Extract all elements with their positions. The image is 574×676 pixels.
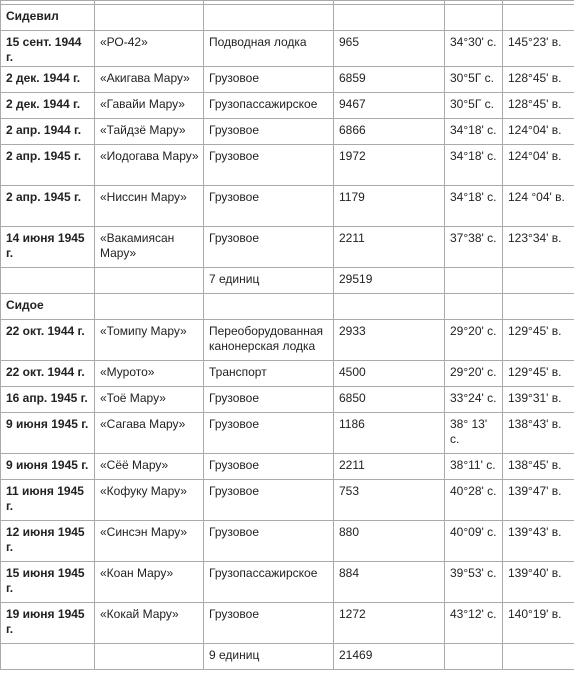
date-cell: 22 окт. 1944 г.	[1, 320, 95, 361]
ship-name-cell: «Вакамиясан Мару»	[95, 227, 204, 268]
latitude-cell: 34°18' с.	[445, 186, 503, 227]
longitude-cell: 140°19' в.	[503, 603, 574, 644]
empty-cell	[503, 294, 574, 320]
latitude-cell: 34°30' с.	[445, 31, 503, 67]
empty-cell	[445, 644, 503, 670]
tonnage-cell: 1272	[334, 603, 445, 644]
total-tonnage-cell: 29519	[334, 268, 445, 294]
section-row	[1, 294, 574, 320]
empty-cell	[445, 268, 503, 294]
table-row	[1, 93, 574, 119]
latitude-cell: 38°11' с.	[445, 454, 503, 480]
total-row	[1, 268, 574, 294]
longitude-cell: 139°43' в.	[503, 521, 574, 562]
longitude-cell: 145°23' в.	[503, 31, 574, 67]
date-cell: 11 июня 1945 г.	[1, 480, 95, 521]
empty-cell	[204, 5, 334, 31]
empty-cell	[445, 294, 503, 320]
tonnage-cell: 965	[334, 31, 445, 67]
ship-name-cell: «Гавайи Мару»	[95, 93, 204, 119]
date-cell: 9 июня 1945 г.	[1, 454, 95, 480]
ship-name-cell: «Сёё Мару»	[95, 454, 204, 480]
ship-type-cell: Грузовое	[204, 454, 334, 480]
latitude-cell: 39°53' с.	[445, 562, 503, 603]
date-cell: 2 апр. 1944 г.	[1, 119, 95, 145]
tonnage-cell: 4500	[334, 361, 445, 387]
table-row	[1, 361, 574, 387]
empty-cell	[334, 5, 445, 31]
longitude-cell: 129°45' в.	[503, 361, 574, 387]
empty-cell	[1, 268, 95, 294]
latitude-cell: 29°20' с.	[445, 361, 503, 387]
table-row	[1, 413, 574, 454]
longitude-cell: 128°45' в.	[503, 93, 574, 119]
latitude-cell: 29°20' с.	[445, 320, 503, 361]
table-row	[1, 320, 574, 361]
table-row	[1, 521, 574, 562]
section-title: Сидевил	[1, 5, 95, 31]
empty-cell	[95, 5, 204, 31]
date-cell: 2 дек. 1944 г.	[1, 93, 95, 119]
table-row	[1, 387, 574, 413]
ship-name-cell: «Сагава Мару»	[95, 413, 204, 454]
ship-name-cell: «Мурото»	[95, 361, 204, 387]
longitude-cell: 138°43' в.	[503, 413, 574, 454]
tonnage-cell: 1972	[334, 145, 445, 186]
tonnage-cell: 1179	[334, 186, 445, 227]
ship-name-cell: «Иодогава Мару»	[95, 145, 204, 186]
table-row	[1, 31, 574, 67]
ship-name-cell: «Тайдзё Мару»	[95, 119, 204, 145]
empty-cell	[95, 294, 204, 320]
empty-cell	[1, 644, 95, 670]
empty-cell	[503, 268, 574, 294]
ship-type-cell: Грузовое	[204, 67, 334, 93]
ship-type-cell: Грузопассажирское	[204, 93, 334, 119]
empty-cell	[95, 644, 204, 670]
tonnage-cell: 6859	[334, 67, 445, 93]
ship-type-cell: Транспорт	[204, 361, 334, 387]
ship-type-cell: Грузопассажирское	[204, 562, 334, 603]
table-row	[1, 562, 574, 603]
latitude-cell: 38° 13' с.	[445, 413, 503, 454]
section-title: Сидое	[1, 294, 95, 320]
ship-name-cell: «Кокай Мару»	[95, 603, 204, 644]
latitude-cell: 37°38' с.	[445, 227, 503, 268]
total-units-cell: 7 единиц	[204, 268, 334, 294]
latitude-cell: 33°24' с.	[445, 387, 503, 413]
date-cell: 15 сент. 1944 г.	[1, 31, 95, 67]
latitude-cell: 34°18' с.	[445, 119, 503, 145]
date-cell: 19 июня 1945 г.	[1, 603, 95, 644]
total-tonnage-cell: 21469	[334, 644, 445, 670]
empty-cell	[334, 294, 445, 320]
ship-type-cell: Грузовое	[204, 603, 334, 644]
table-row	[1, 227, 574, 268]
latitude-cell: 34°18' с.	[445, 145, 503, 186]
ship-name-cell: «Синсэн Мару»	[95, 521, 204, 562]
table-row	[1, 119, 574, 145]
empty-cell	[503, 644, 574, 670]
tonnage-cell: 753	[334, 480, 445, 521]
ship-type-cell: Грузовое	[204, 145, 334, 186]
latitude-cell: 43°12' с.	[445, 603, 503, 644]
ship-type-cell: Грузовое	[204, 227, 334, 268]
latitude-cell: 30°5Г с.	[445, 93, 503, 119]
tonnage-cell: 2211	[334, 227, 445, 268]
latitude-cell: 40°09' с.	[445, 521, 503, 562]
empty-cell	[95, 268, 204, 294]
date-cell: 16 апр. 1945 г.	[1, 387, 95, 413]
table-body	[1, 1, 574, 670]
longitude-cell: 139°31' в.	[503, 387, 574, 413]
longitude-cell: 128°45' в.	[503, 67, 574, 93]
table-row	[1, 454, 574, 480]
ship-name-cell: «РО-42»	[95, 31, 204, 67]
empty-cell	[503, 5, 574, 31]
table-row	[1, 67, 574, 93]
empty-cell	[204, 294, 334, 320]
ship-type-cell: Переоборудованная канонерская лодка	[204, 320, 334, 361]
ship-name-cell: «Кофуку Мару»	[95, 480, 204, 521]
date-cell: 2 апр. 1945 г.	[1, 186, 95, 227]
tonnage-cell: 9467	[334, 93, 445, 119]
ship-type-cell: Грузовое	[204, 387, 334, 413]
tonnage-cell: 2933	[334, 320, 445, 361]
table-row	[1, 186, 574, 227]
longitude-cell: 123°34' в.	[503, 227, 574, 268]
tonnage-cell: 6866	[334, 119, 445, 145]
date-cell: 15 июня 1945 г.	[1, 562, 95, 603]
longitude-cell: 124°04' в.	[503, 145, 574, 186]
ship-name-cell: «Ниссин Мару»	[95, 186, 204, 227]
tonnage-cell: 1186	[334, 413, 445, 454]
ship-type-cell: Грузовое	[204, 186, 334, 227]
longitude-cell: 139°40' в.	[503, 562, 574, 603]
longitude-cell: 124°04' в.	[503, 119, 574, 145]
date-cell: 2 апр. 1945 г.	[1, 145, 95, 186]
date-cell: 14 июня 1945 г.	[1, 227, 95, 268]
date-cell: 22 окт. 1944 г.	[1, 361, 95, 387]
latitude-cell: 40°28' с.	[445, 480, 503, 521]
date-cell: 9 июня 1945 г.	[1, 413, 95, 454]
ship-type-cell: Грузовое	[204, 119, 334, 145]
latitude-cell: 30°5Г с.	[445, 67, 503, 93]
longitude-cell: 129°45' в.	[503, 320, 574, 361]
table-row	[1, 145, 574, 186]
tonnage-cell: 2211	[334, 454, 445, 480]
date-cell: 2 дек. 1944 г.	[1, 67, 95, 93]
ship-type-cell: Грузовое	[204, 521, 334, 562]
ship-name-cell: «Коан Мару»	[95, 562, 204, 603]
section-row	[1, 5, 574, 31]
date-cell: 12 июня 1945 г.	[1, 521, 95, 562]
longitude-cell: 138°45' в.	[503, 454, 574, 480]
ship-name-cell: «Томипу Мару»	[95, 320, 204, 361]
longitude-cell: 139°47' в.	[503, 480, 574, 521]
table-row	[1, 480, 574, 521]
ship-type-cell: Грузовое	[204, 480, 334, 521]
tonnage-cell: 880	[334, 521, 445, 562]
ship-name-cell: «Тоё Мару»	[95, 387, 204, 413]
ship-type-cell: Грузовое	[204, 413, 334, 454]
total-units-cell: 9 единиц	[204, 644, 334, 670]
ship-name-cell: «Акигава Мару»	[95, 67, 204, 93]
tonnage-cell: 884	[334, 562, 445, 603]
table-row	[1, 603, 574, 644]
tonnage-cell: 6850	[334, 387, 445, 413]
total-row	[1, 644, 574, 670]
longitude-cell: 124 °04' в.	[503, 186, 574, 227]
ship-type-cell: Подводная лодка	[204, 31, 334, 67]
empty-cell	[445, 5, 503, 31]
